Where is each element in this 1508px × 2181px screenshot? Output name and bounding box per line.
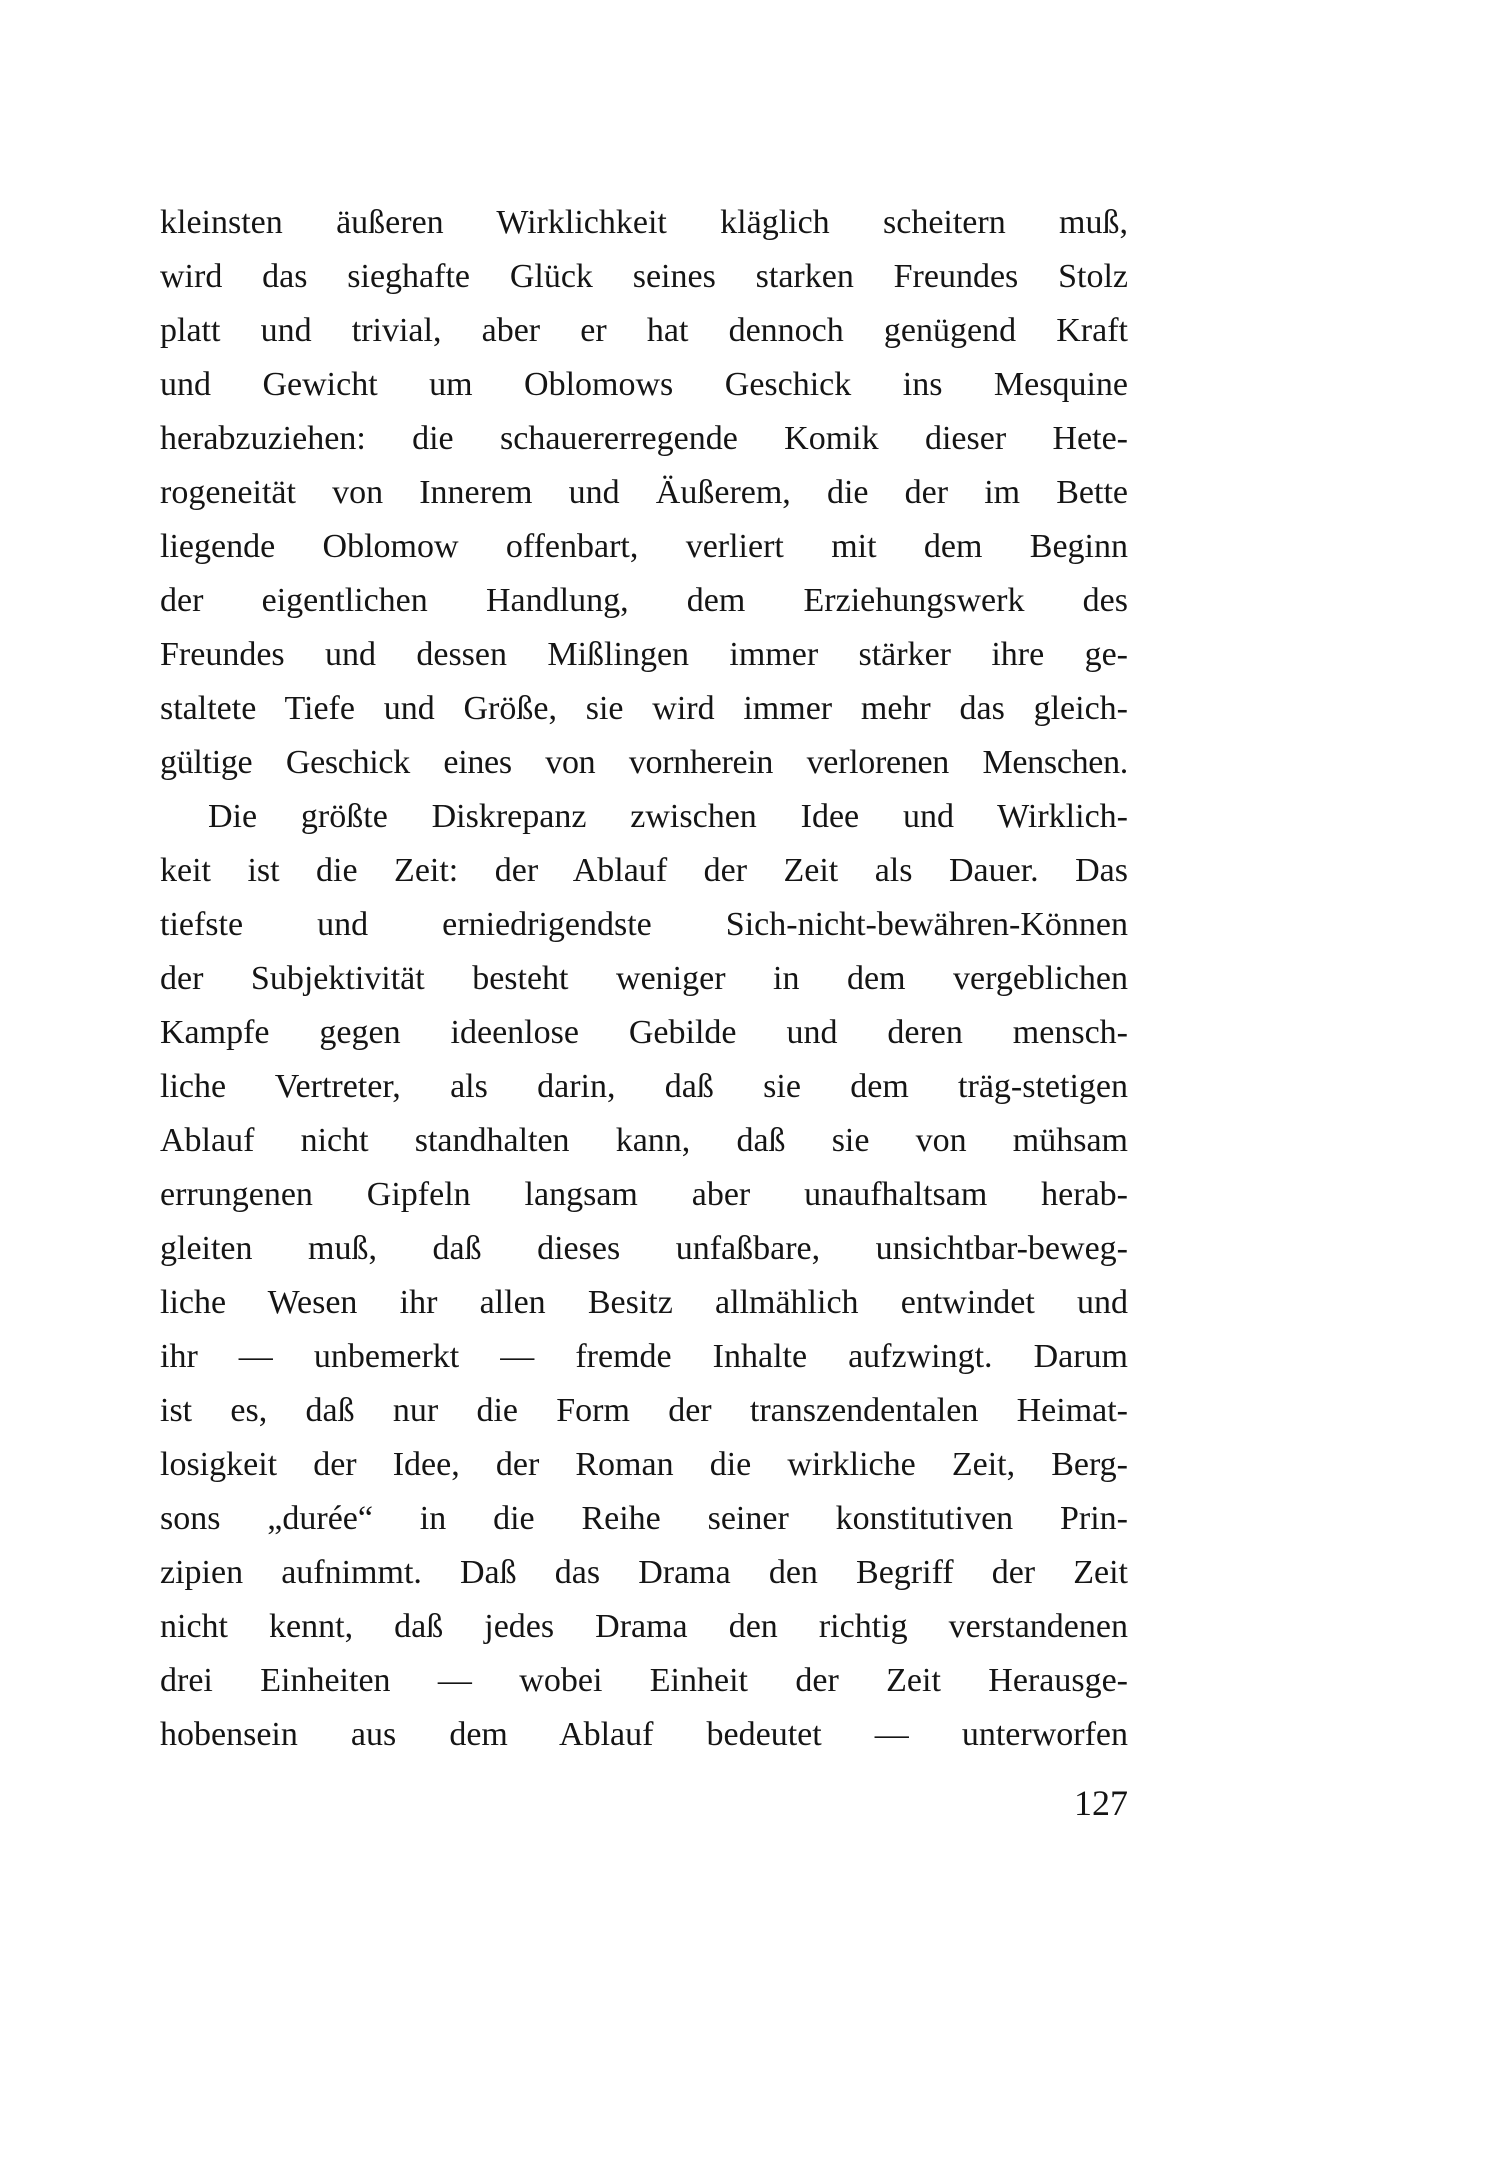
text-line: der Subjektivität besteht weniger in dem vergeblichen (160, 960, 1128, 997)
text-line: rogeneität von Innerem und Äußerem, die der im Bette (160, 474, 1128, 511)
text-line: errungenen Gipfeln langsam aber unaufhaltsam herab- (160, 1176, 1128, 1213)
text-line: platt und trivial, aber er hat dennoch genügend Kraft (160, 312, 1128, 349)
text-line: gleiten muß, daß dieses unfaßbare, unsichtbar-beweg- (160, 1230, 1128, 1267)
text-line: Freundes und dessen Mißlingen immer stärker ihre ge- (160, 636, 1128, 673)
text-line: tiefste und erniedrigendste Sich-nicht-bewähren-Können (160, 906, 1128, 943)
text-line: ihr — unbemerkt — fremde Inhalte aufzwingt. Darum (160, 1338, 1128, 1375)
text-line: liche Vertreter, als darin, daß sie dem träg-stetigen (160, 1068, 1128, 1105)
text-line: liche Wesen ihr allen Besitz allmählich entwindet und (160, 1284, 1128, 1321)
text-line: nicht kennt, daß jedes Drama den richtig verstandenen (160, 1608, 1128, 1645)
text-line: keit ist die Zeit: der Ablauf der Zeit als Dauer. Das (160, 852, 1128, 889)
text-line: sons „durée“ in die Reihe seiner konstitutiven Prin- (160, 1500, 1128, 1537)
text-line: liegende Oblomow offenbart, verliert mit dem Beginn (160, 528, 1128, 565)
text-line: und Gewicht um Oblomows Geschick ins Mesquine (160, 366, 1128, 403)
text-line: Kampfe gegen ideenlose Gebilde und deren mensch- (160, 1014, 1128, 1051)
text-line: gültige Geschick eines von vornherein verlorenen Menschen. (160, 744, 1128, 781)
text-line: kleinsten äußeren Wirklichkeit kläglich scheitern muß, (160, 204, 1128, 241)
text-line: der eigentlichen Handlung, dem Erziehungswerk des (160, 582, 1128, 619)
text-line: Ablauf nicht standhalten kann, daß sie von mühsam (160, 1122, 1128, 1159)
page-body-text (160, 196, 1128, 1762)
text-line: drei Einheiten — wobei Einheit der Zeit Herausge- (160, 1662, 1128, 1699)
text-line: hobensein aus dem Ablauf bedeutet — unterworfen (160, 1716, 1128, 1753)
text-line-paragraph-start: Die größte Diskrepanz zwischen Idee und Wirklich- (208, 798, 1128, 835)
text-line: ist es, daß nur die Form der transzendentalen Heimat- (160, 1392, 1128, 1429)
text-line: wird das sieghafte Glück seines starken Freundes Stolz (160, 258, 1128, 295)
text-line: herabzuziehen: die schauererregende Komik dieser Hete- (160, 420, 1128, 457)
page-number: 127 (1074, 1783, 1128, 1823)
text-line: staltete Tiefe und Größe, sie wird immer mehr das gleich- (160, 690, 1128, 727)
text-line: zipien aufnimmt. Daß das Drama den Begriff der Zeit (160, 1554, 1128, 1591)
text-line: losigkeit der Idee, der Roman die wirkliche Zeit, Berg- (160, 1446, 1128, 1483)
